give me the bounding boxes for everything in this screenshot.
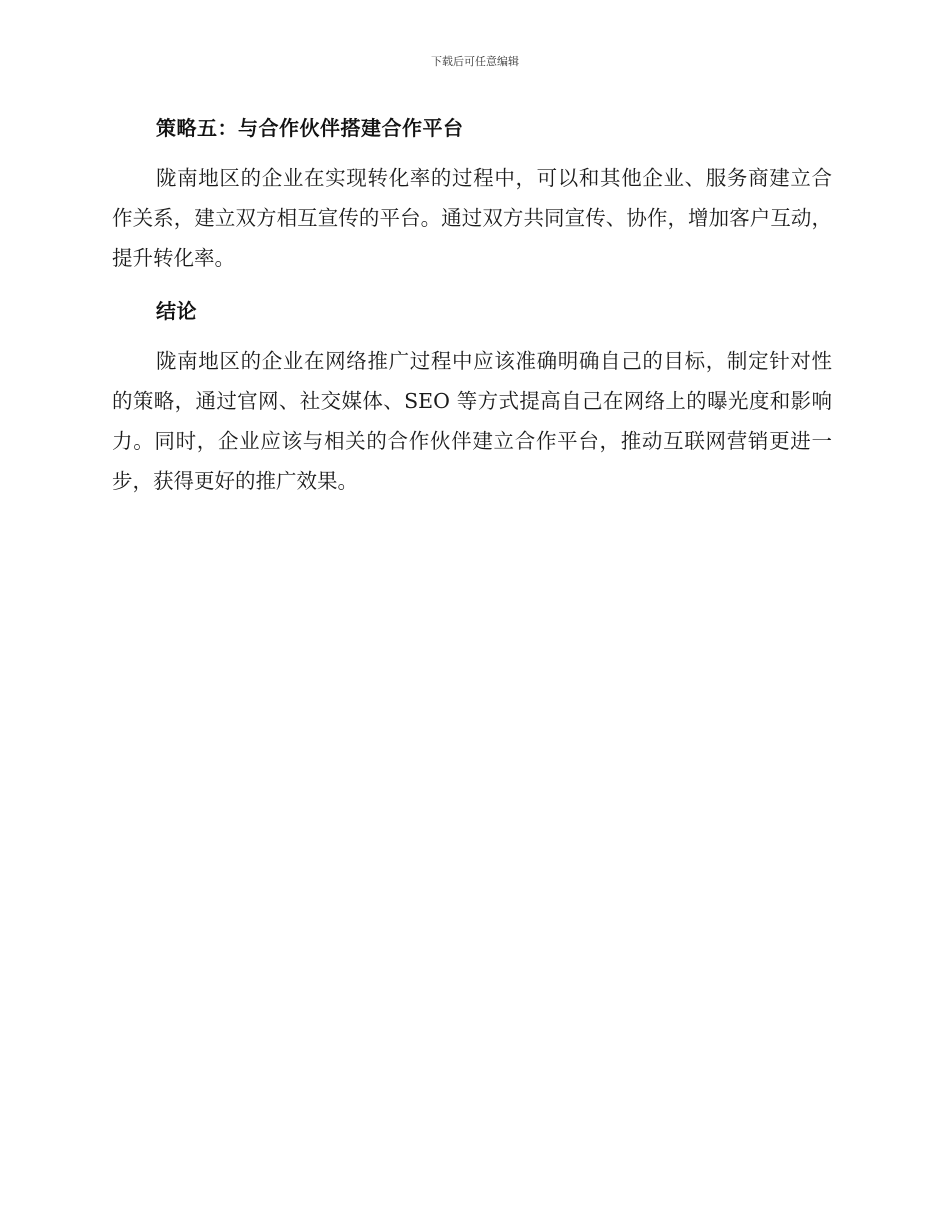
section-paragraph-conclusion: 陇南地区的企业在网络推广过程中应该准确明确自己的目标，制定针对性的策略，通过官网、社交媒体、SEO 等方式提高自己在网络上的曝光度和影响力。同时，企业应该与相关的合作伙伴建立合作平台，推动互联网营销更进一步，获得更好的推广效果。 bbox=[112, 349, 832, 493]
document-body bbox=[112, 108, 832, 501]
section-heading-strategy-five: 策略五：与合作伙伴搭建合作平台 bbox=[156, 116, 464, 140]
section-paragraph-strategy-five: 陇南地区的企业在实现转化率的过程中，可以和其他企业、服务商建立合作关系，建立双方相互宣传的平台。通过双方共同宣传、协作，增加客户互动，提升转化率。 bbox=[112, 166, 832, 270]
page-header: 下载后可任意编辑 bbox=[431, 55, 519, 68]
section-heading-conclusion: 结论 bbox=[156, 299, 197, 323]
